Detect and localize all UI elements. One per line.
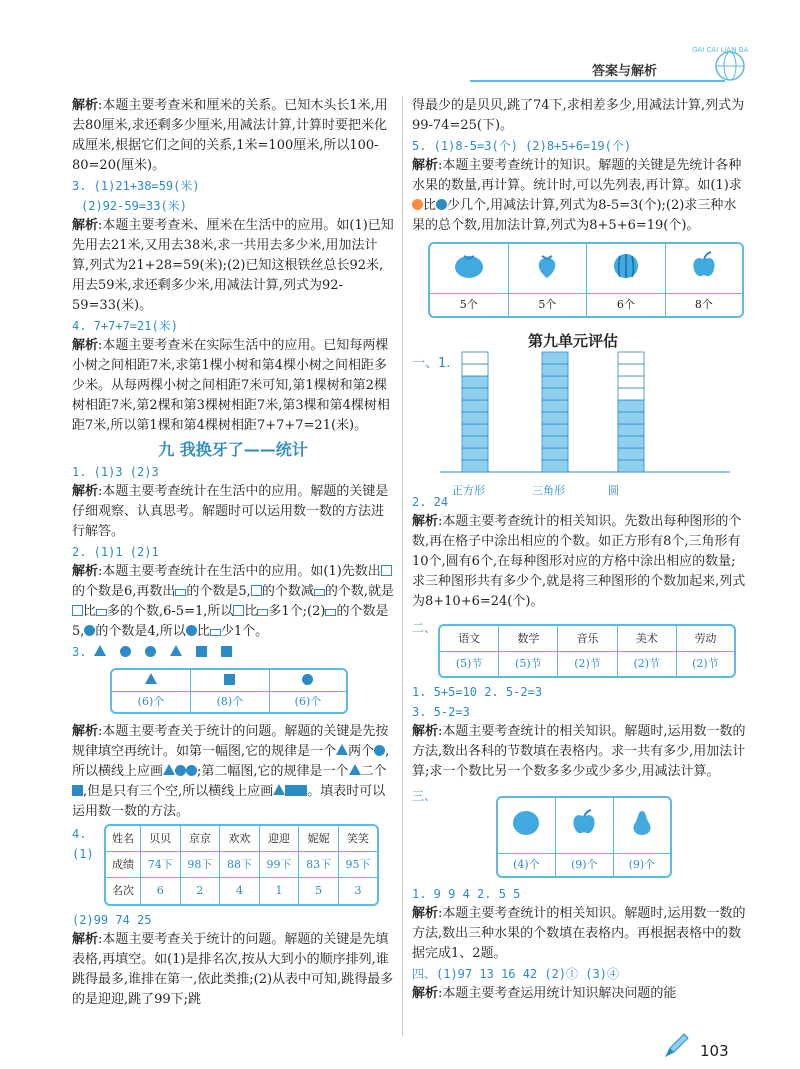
right-column — [412, 96, 746, 318]
table-header-cell: 姓名 — [106, 826, 141, 852]
table-cell: 95下 — [339, 852, 377, 878]
table-cell: 1 — [260, 878, 300, 904]
square-icon — [285, 785, 296, 796]
analysis-paragraph: 解析:本题主要考查统计的相关知识。解题时,运用数一数的方法,数出三种水果的个数填在表格内。再根据表格中的数据完成1、2题。 — [412, 906, 746, 961]
bar-cell-filled — [618, 424, 644, 436]
table-header-cell: 语文 — [440, 626, 499, 652]
circle-icon — [186, 625, 197, 636]
circle-icon — [84, 625, 95, 636]
answer-line: 2. 24 — [412, 495, 449, 509]
table-cell — [587, 244, 666, 294]
page-number: 103 — [700, 1042, 729, 1060]
table-cell: 名次 — [106, 878, 141, 904]
table-header-cell: 妮妮 — [299, 826, 339, 852]
tomato-icon — [452, 250, 486, 280]
table-cell: 74下 — [141, 852, 181, 878]
rectangle-icon — [96, 609, 107, 616]
table-cell: 8个 — [694, 298, 713, 311]
subject-table — [438, 624, 736, 678]
table-cell: 4 — [220, 878, 260, 904]
apple-icon — [436, 199, 447, 210]
answer-line: 5. (1)8-5=3(个) (2)8+5+6=19(个) — [412, 139, 632, 153]
bar-cell-filled — [462, 412, 488, 424]
tomato-icon — [412, 199, 423, 210]
fruit-table-wrapper — [428, 242, 746, 318]
header-title: 答案与解析 — [592, 64, 658, 79]
answer-label: 4. (1) — [72, 827, 94, 861]
table-cell — [556, 798, 614, 854]
column-divider — [402, 96, 403, 1036]
table-cell: (5)节 — [499, 652, 558, 676]
bar-cell-filled — [542, 424, 568, 436]
bar-cell-filled — [542, 412, 568, 424]
table-cell: 3 — [354, 884, 362, 897]
table-cell: (2)节 — [558, 652, 617, 676]
square-icon — [296, 785, 307, 796]
rectangle-icon — [325, 609, 336, 616]
table-cell: 98下 — [181, 852, 221, 878]
analysis-paragraph: 解析:本题主要考查统计在生活中的应用。如(1)先数出的个数是6,再数出 的个数是5, 的个数减 的个数,就是比 多的个数,6-5=1,所以 比 多1个;(2) 的个数是5, 的个数是4,所以 比 少1个。 — [72, 564, 394, 639]
answer-line: (2)92-59=33(米) — [81, 199, 187, 213]
table-cell: (9)个 — [556, 854, 614, 876]
table-cell: 83下 — [299, 852, 339, 878]
square-icon — [251, 585, 262, 596]
q4-block — [72, 824, 394, 906]
fruit-count-table — [428, 242, 744, 318]
question-label: 一、1. — [412, 356, 451, 371]
table-header-cell: 迎迎 — [260, 826, 300, 852]
table-cell: (4)个 — [498, 854, 556, 876]
table-cell — [509, 244, 588, 294]
analysis-paragraph: 解析:本题主要考查米在实际生活中的应用。已知每两棵小树之间相距7米,求第1棵小树和第4棵小树之间相距多少米。从每两棵小树之间相距7米可知,第1棵树和第2棵树相距7米,第2棵和第3棵树相距7米,第3棵和第4棵树相距7米,所以第1棵和第4棵树相距7+7+7=21(米)。 — [72, 338, 390, 433]
peach-icon — [509, 807, 543, 837]
analysis-paragraph: 解析:本题主要考查运用统计知识解决问题的能 — [412, 986, 677, 1001]
pencil-icon — [662, 1030, 692, 1060]
square-icon — [72, 605, 83, 616]
bar-cell-filled — [462, 424, 488, 436]
bar-cell-filled — [618, 436, 644, 448]
bar-cell-filled — [462, 448, 488, 460]
table-cell — [430, 244, 509, 294]
bar-cell-filled — [462, 436, 488, 448]
table-header-cell: 京京 — [181, 826, 221, 852]
circle-icon — [175, 765, 186, 776]
bar-cell-filled — [618, 412, 644, 424]
triangle-icon — [273, 784, 285, 795]
left-column — [72, 96, 394, 1010]
triangle-icon — [336, 744, 348, 755]
analysis-paragraph: 解析:本题主要考查统计在生活中的应用。解题的关键是仔细观察、认真思考。解题时可以运用数一数的方法进行解答。 — [72, 484, 389, 539]
logo-text: GAI CAI LIAN BA — [692, 46, 749, 54]
triangle-icon — [170, 645, 182, 656]
rectangle-icon — [175, 589, 186, 596]
bar-cell-filled — [542, 448, 568, 460]
analysis-paragraph: 解析:本题主要考查关于统计的问题。解题的关键是先填表格,再填空。如(1)是排名次,按从大到小的顺序排列,谁跳得最多,谁排在第一,依此类推;(2)从表中可知,跳得最多的是迎迎,跳了99下;跳 — [72, 932, 394, 1007]
bar-cell-empty — [462, 352, 488, 364]
answer-line: 四、(1)97 13 16 42 (2)① (3)④ — [412, 967, 619, 981]
table-cell: 5 — [299, 878, 339, 904]
square-icon — [224, 674, 235, 685]
bar-cell-filled — [618, 460, 644, 472]
triangle-icon — [163, 764, 175, 775]
bar-cell-filled — [462, 376, 488, 388]
globe-logo-icon — [690, 40, 750, 88]
triangle-icon — [349, 764, 361, 775]
bar-category-label: 圆 — [608, 484, 619, 497]
table-header-cell: 数学 — [499, 626, 558, 652]
apple-icon — [567, 807, 601, 837]
table-cell: 成绩 — [106, 852, 141, 878]
analysis-paragraph: 解析:本题主要考查统计的相关知识。解题时,运用数一数的方法,数出各科的节数填在表格内。求一共有多少,用加法计算;求一个数比另一个数多多少或少多少,用减法计算。 — [412, 724, 746, 779]
pear-icon — [625, 807, 659, 837]
table-cell: 99下 — [260, 852, 300, 878]
table-cell: 6 — [141, 878, 181, 904]
analysis-paragraph: 解析:本题主要考查米、厘米在生活中的应用。如(1)已知先用去21米,又用去38米,求一共用去多少米,用加法计算,列式为21+28=59(米);(2)已知这根铁丝总长92米,用去59米,求还剩多少米,用减法计算,列式为92-59=33(米)。 — [72, 218, 394, 313]
square-icon — [233, 605, 244, 616]
table-header-cell: 笑笑 — [339, 826, 377, 852]
circle-icon — [120, 646, 131, 657]
watermelon-icon — [609, 250, 643, 280]
table-cell: (2)节 — [692, 657, 719, 670]
table-cell: (5)节 — [440, 652, 499, 676]
table-cell — [191, 670, 270, 692]
strawberry-icon — [530, 250, 564, 280]
analysis-paragraph: 解析:本题主要考查统计的知识。解题的关键是先统计各种水果的数量,再计算。统计时,可以先列表,再计算。如(1)求比 少几个,用减法计算,列式为8-5=3(个);(2)求三种水果的总个数,用加法计算,列式为8+5+6=19(个)。 — [412, 158, 742, 233]
table-header-cell: 音乐 — [558, 626, 617, 652]
table-cell — [498, 798, 556, 854]
section-two — [412, 618, 746, 678]
table-cell: 2 — [181, 878, 221, 904]
table-header-cell: 劳动 — [677, 626, 734, 652]
table-cell: (8)个 — [191, 692, 270, 712]
table-header-cell: 欢欢 — [220, 826, 260, 852]
bar-cell-filled — [542, 436, 568, 448]
bar-cell-filled — [618, 448, 644, 460]
square-icon — [196, 646, 207, 657]
table-shapes-wrapper — [110, 668, 394, 714]
answer-line: 4. 7+7+7=21(米) — [72, 319, 178, 333]
bar-cell-filled — [542, 388, 568, 400]
answer-line: 1. 9 9 4 2. 5 5 — [412, 887, 521, 901]
table-cell — [270, 670, 346, 692]
bar-chart — [440, 350, 730, 480]
circle-icon — [186, 765, 197, 776]
right-column-lower — [412, 492, 746, 1004]
bar-cell-filled — [462, 460, 488, 472]
bar-cell-empty — [618, 376, 644, 388]
circle-icon — [302, 674, 313, 685]
bar-cell-empty — [462, 364, 488, 376]
analysis-paragraph: 解析:本题主要考查关于统计的问题。解题的关键是先按规律填空再统计。如第一幅图,它的规律是一个 两个 ,所以横线上应画 ;第二幅图,它的规律是一个 二个,但是只有三个空,所以横线上应画 。填表时可以运用数一数的方法。 — [72, 724, 390, 819]
apple-icon — [687, 250, 721, 280]
table-cell: (6)个 — [294, 695, 322, 708]
table-cell: 88下 — [220, 852, 260, 878]
bar-cell-filled — [542, 460, 568, 472]
bar-cell-filled — [542, 376, 568, 388]
question-label: 二、 — [412, 621, 437, 635]
section-title: 九 我换牙了——统计 — [158, 440, 308, 459]
bar-category-label: 三角形 — [532, 484, 565, 497]
table-cell: (6)个 — [112, 692, 191, 712]
circle-icon — [145, 646, 156, 657]
header-rule — [470, 80, 725, 82]
table-cell: 5个 — [509, 294, 588, 316]
unit-assessment-title: 第九单元评估 — [528, 332, 619, 350]
bar-cell-filled — [618, 400, 644, 412]
rectangle-icon — [314, 589, 325, 596]
table-cell — [112, 670, 191, 692]
table-header-cell: 贝贝 — [141, 826, 181, 852]
circle-icon — [374, 745, 385, 756]
bar-cell-filled — [462, 400, 488, 412]
table-cell — [666, 244, 742, 294]
square-icon — [72, 785, 83, 796]
table-cell: 5个 — [430, 294, 509, 316]
analysis-paragraph: 解析:本题主要考查米和厘米的关系。已知木头长1米,用去80厘米,求还剩多少厘米,用减法计算,计算时要把米化成厘米,根据它们之间的关系,1米=100厘米,所以100-80=20(厘米)。 — [72, 98, 388, 173]
section-three — [412, 786, 746, 878]
bar-cell-filled — [462, 388, 488, 400]
triangle-icon — [94, 645, 106, 656]
answer-line: 3. (1)21+38=59(米) — [72, 179, 200, 193]
analysis-paragraph: 得最少的是贝贝,跳了74下,求相差多少,用减法计算,列式为99-74=25(下)。 — [412, 98, 745, 133]
question-label: 三、 — [412, 789, 437, 803]
bar-cell-empty — [618, 352, 644, 364]
fruit-count-table-2 — [496, 796, 672, 878]
table-cell: 6个 — [587, 294, 666, 316]
triangle-icon — [145, 673, 157, 684]
answer-line: 1. 5+5=10 2. 5-2=3 — [412, 685, 543, 699]
table-cell: (9)个 — [628, 858, 656, 871]
bar-cell-filled — [542, 352, 568, 364]
table-cell: (2)节 — [618, 652, 677, 676]
shape-count-table — [110, 668, 348, 714]
rectangle-icon — [257, 609, 268, 616]
bar-cell-empty — [618, 388, 644, 400]
square-icon — [221, 646, 232, 657]
analysis-paragraph: 解析:本题主要考查统计的相关知识。先数出每种图形的个数,再在格子中涂出相应的个数。如正方形有8个,三角形有10个,圆有6个,在每种图形对应的方格中涂出相应的数量;求三种图形共有多少个,就是将三种图形的个数加起来,列式为8+10+6=24(个)。 — [412, 514, 746, 609]
bar-cell-filled — [542, 364, 568, 376]
shape-sequence: 3. — [72, 642, 394, 662]
bar-cell-filled — [542, 400, 568, 412]
bar-category-label: 正方形 — [452, 484, 485, 497]
bar-cell-empty — [618, 364, 644, 376]
answer-line: 1. (1)3 (2)3 — [72, 465, 159, 479]
table-header-cell: 美术 — [618, 626, 677, 652]
answer-line: 3. 5-2=3 — [412, 705, 470, 719]
score-table — [104, 824, 379, 906]
answer-line: 2. (1)1 (2)1 — [72, 545, 159, 559]
answer-line: (2)99 74 25 — [72, 913, 152, 927]
square-icon — [381, 565, 392, 576]
table-cell — [614, 798, 670, 854]
rectangle-icon — [210, 629, 221, 636]
